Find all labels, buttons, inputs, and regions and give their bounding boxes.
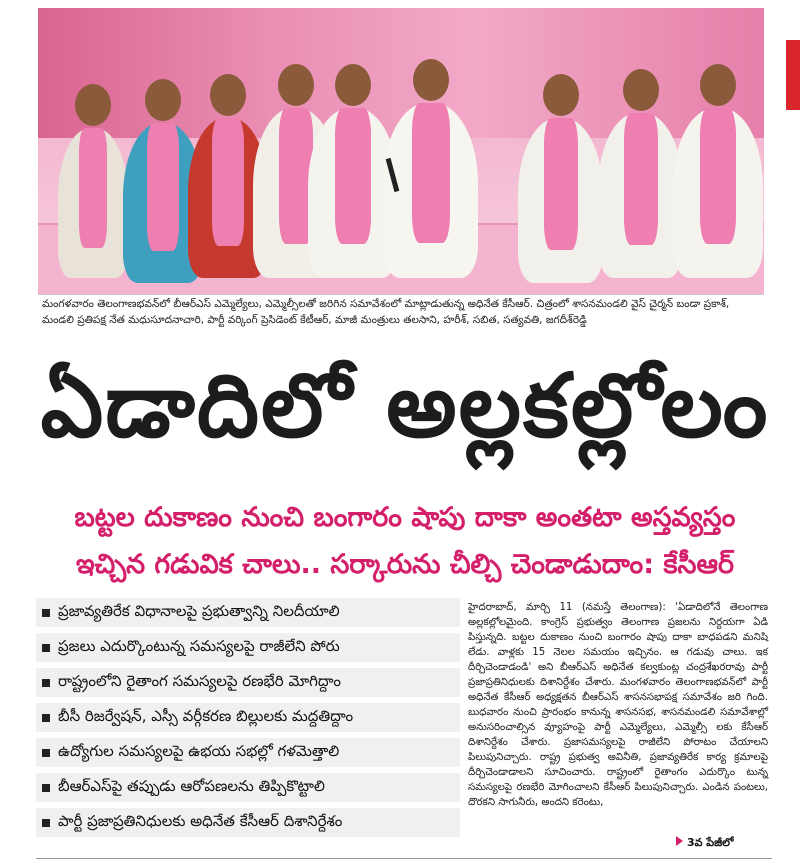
photo-caption: మంగళవారం తెలంగాణభవన్‌లో బీఆర్‌ఎస్ ఎమ్మెల్యేలు, ఎమ్మెల్సీలతో జరిగిన సమావేశంలో మాట్లాడుతున్న అధినేత కేసీఆర్. చిత్రంలో శాసనమండలి వైస్ చైర్మన్ బండా ప్రకాశ్, మండలి ప్రతిపక్ష నేత మధుసూదనాచారి, పార్టీ వర్కింగ్ ప్రెసిడెంట్ కేటీఆర్, మాజీ మంత్రులు తలసాని, హరీశ్, సబిత, సత్యవతి, జగదీశ్‌రెడ్డి (42, 298, 730, 326)
subheadline-primary: బట్టల దుకాణం నుంచి బంగారం షాపు దాకా అంతటా అస్తవ్యస్తం (74, 502, 736, 533)
person-figure (673, 108, 763, 278)
bullet-icon (42, 609, 50, 617)
divider (36, 858, 772, 859)
bullet-icon (42, 644, 50, 652)
bullet-icon (42, 819, 50, 827)
bullet-icon (42, 749, 50, 757)
key-point: రాష్ట్రంలోని రైతాంగ సమస్యలపై రణభేరి మోగిద్దాం (36, 668, 460, 697)
headline: ఏడాదిలో అల్లకల్లోలం (40, 354, 770, 457)
bullet-icon (42, 714, 50, 722)
person-figure (518, 118, 603, 283)
key-point: పార్టీ ప్రజాప్రతినిధులకు అధినేత కేసీఆర్ దిశానిర్దేశం (36, 808, 460, 837)
bullet-icon (42, 679, 50, 687)
key-point: బీసీ రిజర్వేషన్, ఎస్సీ వర్గీకరణ బిల్లులకు మద్దతిద్దాం (36, 703, 460, 732)
person-figure (58, 128, 128, 278)
key-point: ప్రజలు ఎదుర్కొంటున్న సమస్యలపై రాజీలేని పోరు (36, 633, 460, 662)
key-point: బీఆర్‌ఎస్‌పై తప్పుడు ఆరోపణలను తిప్పికొట్టాలి (36, 773, 460, 802)
key-points-list (36, 598, 460, 843)
page-edge-marker (786, 40, 800, 110)
news-photo (38, 8, 764, 295)
key-point: ప్రజావ్యతిరేక విధానాలపై ప్రభుత్వాన్ని నిలదీయాలి (36, 598, 460, 627)
bullet-icon (42, 784, 50, 792)
continued-on-page[interactable]: 3వ పేజీలో (676, 836, 734, 852)
subheadline-secondary: ఇచ్చిన గడువిక చాలు.. సర్కారును చీల్చి చెండాడుదాం: కేసీఆర్ (75, 549, 735, 580)
article-body: హైదరాబాద్, మార్చి 11 (నమస్తే తెలంగాణ): 'ఏడాదిలోనే తెలంగాణ అల్లకల్లోలమైంది. కాంగ్రెస్ ప్రభుత్వం తెలంగాణ ప్రజలను నిర్దయగా ఏడి పిస్తున్నది. బట్టల దుకాణం నుంచి బంగారం షాపు దాకా బాధపడని మనిషి లేడు. వాళ్లకు 15 నెలల సమయం ఇచ్చినం. ఆ గడువు చాలు. ఇక దీర్చిచెండాడండి' అని బీఆర్‌ఎస్ అధినేత కల్వకుంట్ల చంద్రశేఖరరావు పార్టీ ప్రజాప్రతినిధులకు దిశానిర్దేశం చేశారు. మంగళవారం తెలంగాణభవన్‌లో పార్టీ అధినేత కేసీఆర్ అధ్యక్షతన బీఆర్‌ఎస్ శాసనసభాపక్ష సమావేశం జరి గింది. బుధవారం నుంచి ప్రారంభం కానున్న శాసనసభ, శాసనమండలి సమావేశాల్లో అనుసరించాల్సిన వ్యూహంపై పార్టీ ఎమ్మెల్యేలు, ఎమ్మెల్సీ లకు కేసీఆర్ దిశానిర్దేశం చేశారు. ప్రజాసమస్యలపై రాజీలేని పోరాటం చేయాలని పిలుపునిచ్చారు. రాష్ట్ర ప్రభుత్వ అవినీతి, ప్రజావ్యతిరేక కార్య క్రమాలపై దీర్చిచెండాడాలని సూచించారు. రాష్ట్రంలో రైతాంగం ఎదుర్కొం టున్న సమస్యలపై రణభేరి మోగించాలని కేసీఆర్ పిలుపునిచ్చారు. ఎండిన పంటలు, దొరకని సాగునీరు, అందని కరెంటు, (468, 602, 768, 808)
person-figure (598, 113, 683, 278)
arrow-right-icon (676, 836, 683, 846)
key-point: ఉద్యోగుల సమస్యలపై ఉభయ సభల్లో గళమెత్తాలి (36, 738, 460, 767)
